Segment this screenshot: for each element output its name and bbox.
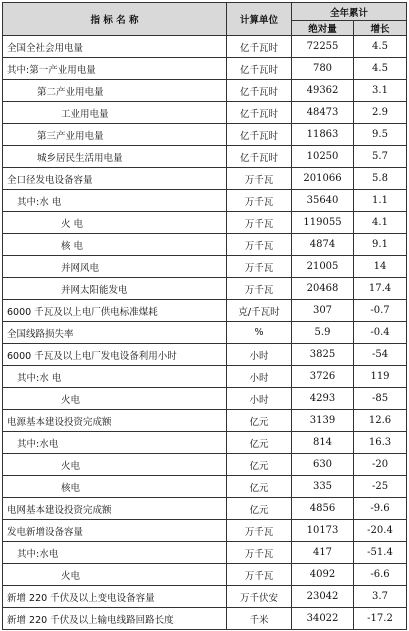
absolute-value-cell: 307 bbox=[292, 300, 354, 322]
growth-cell: 16.3 bbox=[354, 432, 407, 454]
absolute-value-cell: 10250 bbox=[292, 146, 354, 168]
indicator-name-cell: 工业用电量 bbox=[3, 102, 227, 124]
unit-cell: 万千伏安 bbox=[227, 586, 292, 608]
unit-cell: 亿千瓦时 bbox=[227, 102, 292, 124]
indicator-name-cell: 核电 bbox=[3, 476, 227, 498]
growth-cell: 14 bbox=[354, 256, 407, 278]
header-unit: 计算单位 bbox=[227, 3, 292, 36]
header-growth: 增长 bbox=[354, 21, 407, 36]
absolute-value-cell: 48473 bbox=[292, 102, 354, 124]
absolute-value-cell: 35640 bbox=[292, 190, 354, 212]
unit-cell: 万千瓦 bbox=[227, 564, 292, 586]
table-row bbox=[3, 212, 407, 234]
absolute-value-cell: 3139 bbox=[292, 410, 354, 432]
growth-cell: -0.7 bbox=[354, 300, 407, 322]
table-row bbox=[3, 542, 407, 564]
unit-cell: 亿千瓦时 bbox=[227, 80, 292, 102]
growth-cell: -54 bbox=[354, 344, 407, 366]
unit-cell: 万千瓦 bbox=[227, 190, 292, 212]
table-row bbox=[3, 278, 407, 300]
unit-cell: 万千瓦 bbox=[227, 168, 292, 190]
absolute-value-cell: 201066 bbox=[292, 168, 354, 190]
indicator-name-cell: 电源基本建设投资完成额 bbox=[3, 410, 227, 432]
table-body bbox=[3, 36, 407, 630]
unit-cell: 小时 bbox=[227, 388, 292, 410]
table-row bbox=[3, 608, 407, 630]
growth-cell: 5.8 bbox=[354, 168, 407, 190]
absolute-value-cell: 21005 bbox=[292, 256, 354, 278]
indicator-name-cell: 全国线路损失率 bbox=[3, 322, 227, 344]
growth-cell: -0.4 bbox=[354, 322, 407, 344]
unit-cell: 亿元 bbox=[227, 498, 292, 520]
indicator-name-cell: 第二产业用电量 bbox=[3, 80, 227, 102]
growth-cell: -85 bbox=[354, 388, 407, 410]
growth-cell: 3.7 bbox=[354, 586, 407, 608]
table-row bbox=[3, 564, 407, 586]
table-row bbox=[3, 190, 407, 212]
table-row bbox=[3, 124, 407, 146]
table-row bbox=[3, 146, 407, 168]
growth-cell: -17.2 bbox=[354, 608, 407, 630]
absolute-value-cell: 49362 bbox=[292, 80, 354, 102]
table-row bbox=[3, 234, 407, 256]
absolute-value-cell: 20468 bbox=[292, 278, 354, 300]
statistics-table-container bbox=[2, 2, 406, 628]
absolute-value-cell: 3726 bbox=[292, 366, 354, 388]
unit-cell: 小时 bbox=[227, 366, 292, 388]
absolute-value-cell: 10173 bbox=[292, 520, 354, 542]
absolute-value-cell: 780 bbox=[292, 58, 354, 80]
unit-cell: 亿元 bbox=[227, 476, 292, 498]
absolute-value-cell: 4092 bbox=[292, 564, 354, 586]
unit-cell: 万千瓦 bbox=[227, 520, 292, 542]
indicator-name-cell: 火电 bbox=[3, 564, 227, 586]
table-row bbox=[3, 80, 407, 102]
unit-cell: 亿元 bbox=[227, 432, 292, 454]
unit-cell: 万千瓦 bbox=[227, 542, 292, 564]
indicator-name-cell: 城乡居民生活用电量 bbox=[3, 146, 227, 168]
unit-cell: 万千瓦 bbox=[227, 256, 292, 278]
unit-cell: 千米 bbox=[227, 608, 292, 630]
absolute-value-cell: 34022 bbox=[292, 608, 354, 630]
indicator-name-cell: 其中:第一产业用电量 bbox=[3, 58, 227, 80]
indicator-name-cell: 火电 bbox=[3, 388, 227, 410]
indicator-name-cell: 火电 bbox=[3, 454, 227, 476]
table-row bbox=[3, 388, 407, 410]
indicator-name-cell: 核 电 bbox=[3, 234, 227, 256]
growth-cell: -20.4 bbox=[354, 520, 407, 542]
growth-cell: -20 bbox=[354, 454, 407, 476]
indicator-name-cell: 并网风电 bbox=[3, 256, 227, 278]
absolute-value-cell: 23042 bbox=[292, 586, 354, 608]
indicator-name-cell: 并网太阳能发电 bbox=[3, 278, 227, 300]
indicator-name-cell: 其中:水 电 bbox=[3, 366, 227, 388]
table-row bbox=[3, 476, 407, 498]
absolute-value-cell: 4293 bbox=[292, 388, 354, 410]
table-row bbox=[3, 366, 407, 388]
indicator-name-cell: 新增 220 千伏及以上输电线路回路长度 bbox=[3, 608, 227, 630]
unit-cell: 万千瓦 bbox=[227, 278, 292, 300]
indicator-name-cell: 第三产业用电量 bbox=[3, 124, 227, 146]
absolute-value-cell: 11863 bbox=[292, 124, 354, 146]
table-row bbox=[3, 454, 407, 476]
absolute-value-cell: 72255 bbox=[292, 36, 354, 58]
table-row bbox=[3, 410, 407, 432]
growth-cell: 3.1 bbox=[354, 80, 407, 102]
unit-cell: 克/千瓦时 bbox=[227, 300, 292, 322]
table-row bbox=[3, 300, 407, 322]
unit-cell: 亿千瓦时 bbox=[227, 146, 292, 168]
header-absolute-value: 绝对量 bbox=[292, 21, 354, 36]
table-row bbox=[3, 168, 407, 190]
growth-cell: 17.4 bbox=[354, 278, 407, 300]
table-row bbox=[3, 344, 407, 366]
growth-cell: 5.7 bbox=[354, 146, 407, 168]
growth-cell: -6.6 bbox=[354, 564, 407, 586]
indicator-name-cell: 6000 千瓦及以上电厂发电设备利用小时 bbox=[3, 344, 227, 366]
absolute-value-cell: 119055 bbox=[292, 212, 354, 234]
unit-cell: 亿千瓦时 bbox=[227, 124, 292, 146]
unit-cell: 亿千瓦时 bbox=[227, 58, 292, 80]
indicator-name-cell: 火 电 bbox=[3, 212, 227, 234]
header-indicator-name: 指 标 名 称 bbox=[3, 3, 227, 36]
unit-cell: 小时 bbox=[227, 344, 292, 366]
indicator-name-cell: 发电新增设备容量 bbox=[3, 520, 227, 542]
growth-cell: -9.6 bbox=[354, 498, 407, 520]
growth-cell: 9.5 bbox=[354, 124, 407, 146]
absolute-value-cell: 630 bbox=[292, 454, 354, 476]
growth-cell: 4.1 bbox=[354, 212, 407, 234]
absolute-value-cell: 4874 bbox=[292, 234, 354, 256]
table-row bbox=[3, 36, 407, 58]
table-row bbox=[3, 256, 407, 278]
growth-cell: 4.5 bbox=[354, 36, 407, 58]
table-header bbox=[3, 3, 407, 36]
absolute-value-cell: 4856 bbox=[292, 498, 354, 520]
unit-cell: 亿千瓦时 bbox=[227, 36, 292, 58]
growth-cell: 4.5 bbox=[354, 58, 407, 80]
absolute-value-cell: 335 bbox=[292, 476, 354, 498]
unit-cell: 亿元 bbox=[227, 454, 292, 476]
table-row bbox=[3, 586, 407, 608]
growth-cell: 119 bbox=[354, 366, 407, 388]
indicator-name-cell: 全口径发电设备容量 bbox=[3, 168, 227, 190]
electricity-statistics-table bbox=[2, 2, 407, 630]
indicator-name-cell: 电网基本建设投资完成额 bbox=[3, 498, 227, 520]
table-row bbox=[3, 432, 407, 454]
absolute-value-cell: 417 bbox=[292, 542, 354, 564]
growth-cell: 12.6 bbox=[354, 410, 407, 432]
absolute-value-cell: 5.9 bbox=[292, 322, 354, 344]
indicator-name-cell: 全国全社会用电量 bbox=[3, 36, 227, 58]
indicator-name-cell: 新增 220 千伏及以上变电设备容量 bbox=[3, 586, 227, 608]
growth-cell: 2.9 bbox=[354, 102, 407, 124]
table-row bbox=[3, 520, 407, 542]
table-row bbox=[3, 322, 407, 344]
indicator-name-cell: 6000 千瓦及以上电厂供电标准煤耗 bbox=[3, 300, 227, 322]
growth-cell: -51.4 bbox=[354, 542, 407, 564]
table-row bbox=[3, 102, 407, 124]
indicator-name-cell: 其中:水 电 bbox=[3, 190, 227, 212]
unit-cell: 亿元 bbox=[227, 410, 292, 432]
absolute-value-cell: 3825 bbox=[292, 344, 354, 366]
indicator-name-cell: 其中:水电 bbox=[3, 542, 227, 564]
absolute-value-cell: 814 bbox=[292, 432, 354, 454]
growth-cell: -25 bbox=[354, 476, 407, 498]
unit-cell: 万千瓦 bbox=[227, 212, 292, 234]
unit-cell: % bbox=[227, 322, 292, 344]
growth-cell: 9.1 bbox=[354, 234, 407, 256]
table-row bbox=[3, 58, 407, 80]
header-year-total: 全年累计 bbox=[292, 3, 407, 21]
growth-cell: 1.1 bbox=[354, 190, 407, 212]
table-row bbox=[3, 498, 407, 520]
indicator-name-cell: 其中:水电 bbox=[3, 432, 227, 454]
unit-cell: 万千瓦 bbox=[227, 234, 292, 256]
